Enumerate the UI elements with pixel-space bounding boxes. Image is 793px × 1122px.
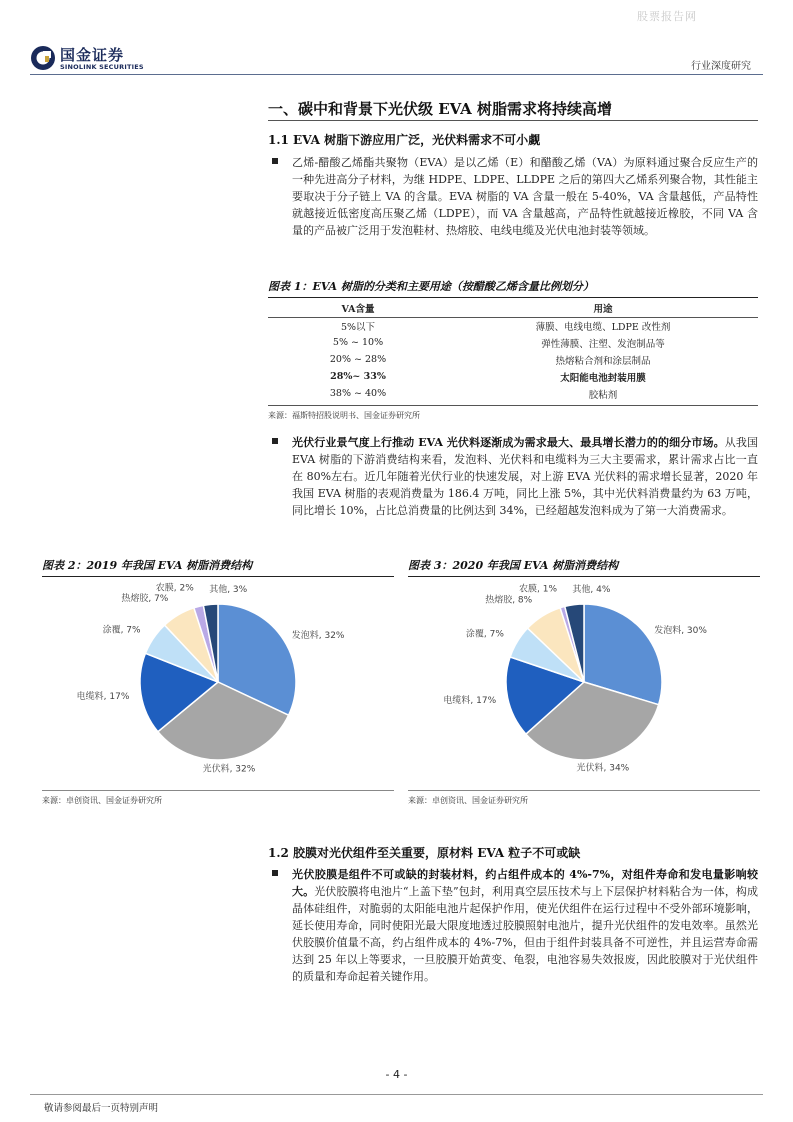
paragraph-pv-demand (268, 434, 758, 519)
paragraph-body: 光伏胶膜将电池片“上盖下垫”包封，利用真空层压技术与上下层保护材料粘合为一体，构成晶体硅组件，对脆弱的太阳能电池片起保护作用，使光伏组件在运行过程中不受外部环境影响，延长使用寿命，同时使阳光最大限度地透过胶膜照射电池片，提升光伏组件的发电效率。虽然光伏胶膜价值量不高，约占组件成本的 4%-7%，但由于组件封装具备不可逆性，并且运营寿命需达到 25 年以上等要求，一旦胶膜开始黄变、龟裂，电池容易失效报废，因此胶膜对于光伏组件的质量和寿命起着关键作用。 (292, 885, 759, 983)
paragraph-eva-intro (268, 154, 758, 239)
table-row-highlighted (268, 368, 758, 385)
figure-2-title: 图表 2：2019 年我国 EVA 树脂消费结构 (42, 557, 394, 577)
subsection-title-1-1: 1.1 EVA 树脂下游应用广泛，光伏料需求不可小觑 (268, 133, 541, 147)
table-cell-use: 热熔粘合剂和涂层制品 (555, 355, 651, 367)
disclaimer-note: 敬请参阅最后一页特别声明 (44, 1103, 159, 1114)
pie-chart-2020 (408, 580, 760, 790)
report-type: 行业深度研究 (691, 61, 751, 72)
paragraph-lead-bold: 光伏胶膜是组件不可或缺的封装材料，约占组件成本的 4%-7%，对组件寿命和发电量影响较大。 (292, 868, 758, 898)
paragraph-body: 从我国 EVA 树脂的下游消费结构来看，发泡料、光伏料和电缆料为三大主要需求，累计需求占比一直在 80%左右。近几年随着光伏行业的快速发展，对上游 EVA 光伏料的需求增长显著，2020 年我国 EVA 树脂的表观消费量为 186.4 万吨，同比上涨 5%，其中光伏料消费量约为 63 万吨，同比增长 10%，占比总消费量的比例达到 34%，已经超越发泡料成为了第一大消费需求。 (292, 436, 759, 517)
subsection-title-1-2: 1.2 胶膜对光伏组件至关重要，原材料 EVA 粒子不可或缺 (268, 846, 581, 860)
table-cell-va: 28%~ 33% (330, 371, 386, 382)
section-title-divider (268, 120, 758, 121)
table-cell-use: 胶粘剂 (588, 389, 618, 401)
table-row (268, 317, 758, 334)
bullet-square-icon (272, 158, 278, 164)
pie-label-热熔胶: 热熔胶, 8% (485, 595, 533, 606)
figure-1-title: 图表 1：EVA 树脂的分类和主要用途（按醋酸乙烯含量比例划分） (268, 278, 758, 298)
paragraph-text: 乙烯-醋酸乙烯酯共聚物（EVA）是以乙烯（E）和醋酸乙烯（VA）为原料通过聚合反应生产的一种先进高分子材料，为继 HDPE、LDPE、LLDPE 之后的第四大乙烯系列聚合物，其性能主要取决于分子链上 VA 的含量。EVA 树脂的 VA 含量一般在 5-40%，VA 含量越低，产品特性就越接近低密度高压聚乙烯（LDPE），而 VA 含量越高，产品特性就越接近橡胶，不同 VA 含量的产品被广泛用于发泡鞋材、热熔胶、电线电缆及光伏电池封装等领域。 (292, 156, 758, 237)
paragraph-film-importance (268, 866, 758, 985)
pie-label-光伏料: 光伏料, 34% (576, 763, 630, 774)
table-row (268, 351, 758, 368)
footer-divider (30, 1094, 763, 1095)
watermark: 股票报告网 (637, 10, 697, 23)
table-cell-va: 5%以下 (340, 321, 376, 333)
pie-label-农膜: 农膜, 2% (155, 583, 194, 594)
pie-label-电缆料: 电缆料, 17% (76, 692, 130, 703)
pie-label-其他: 其他, 3% (209, 584, 248, 595)
bullet-square-icon (272, 438, 278, 444)
pie-label-农膜: 农膜, 1% (519, 584, 558, 595)
figure-3-bottom-rule (408, 790, 760, 791)
logo-mark-icon (30, 45, 56, 71)
bullet-square-icon (272, 870, 278, 876)
page-number: - 4 - (385, 1068, 408, 1081)
table-header-va: VA含量 (268, 299, 448, 317)
table-cell-use: 薄膜、电线电缆、LDPE 改性剂 (535, 321, 671, 333)
table-cell-va: 5% ~ 10% (332, 337, 384, 348)
logo-name-en: SINOLINK SECURITIES (60, 63, 144, 71)
header-divider (30, 74, 763, 75)
table-bottom-rule (268, 405, 758, 406)
table-source: 来源：福斯特招股说明书、国金证券研究所 (268, 411, 420, 420)
figure-3-title: 图表 3：2020 年我国 EVA 树脂消费结构 (408, 557, 760, 577)
table-cell-va: 20% ~ 28% (329, 354, 387, 365)
table-cell-use: 弹性薄膜、注塑、发泡制品等 (541, 338, 665, 350)
pie-label-涂覆: 涂覆, 7% (465, 629, 504, 640)
logo-name-cn: 国金证券 (60, 46, 125, 64)
table-cell-va: 38% ~ 40% (329, 388, 387, 399)
table-row (268, 334, 758, 351)
pie-label-发泡料: 发泡料, 32% (291, 631, 345, 642)
figure-2-source: 来源：卓创资讯、国金证券研究所 (42, 796, 162, 805)
table-header-row (268, 299, 758, 317)
pie-label-热熔胶: 热熔胶, 7% (121, 594, 169, 605)
company-logo (30, 44, 150, 74)
pie-label-发泡料: 发泡料, 30% (654, 625, 707, 636)
pie-label-涂覆: 涂覆, 7% (102, 625, 141, 636)
pie-label-光伏料: 光伏料, 32% (202, 764, 256, 775)
paragraph-lead-bold: 光伏行业景气度上行推动 EVA 光伏料逐渐成为需求最大、最具增长潜力的的细分市场。 (292, 436, 725, 449)
table-row (268, 385, 758, 402)
pie-label-电缆料: 电缆料, 17% (443, 696, 497, 707)
table-header-use: 用途 (448, 299, 758, 317)
figure-3-source: 来源：卓创资讯、国金证券研究所 (408, 796, 528, 805)
paragraph-text (292, 866, 758, 985)
figure-2-bottom-rule (42, 790, 394, 791)
eva-classification-table (268, 299, 758, 402)
pie-chart-2019 (42, 580, 394, 790)
section-title: 一、碳中和背景下光伏级 EVA 树脂需求将持续高增 (268, 100, 612, 118)
pie-label-其他: 其他, 4% (572, 585, 611, 596)
paragraph-text (292, 434, 758, 519)
table-cell-use: 太阳能电池封装用膜 (560, 372, 646, 384)
